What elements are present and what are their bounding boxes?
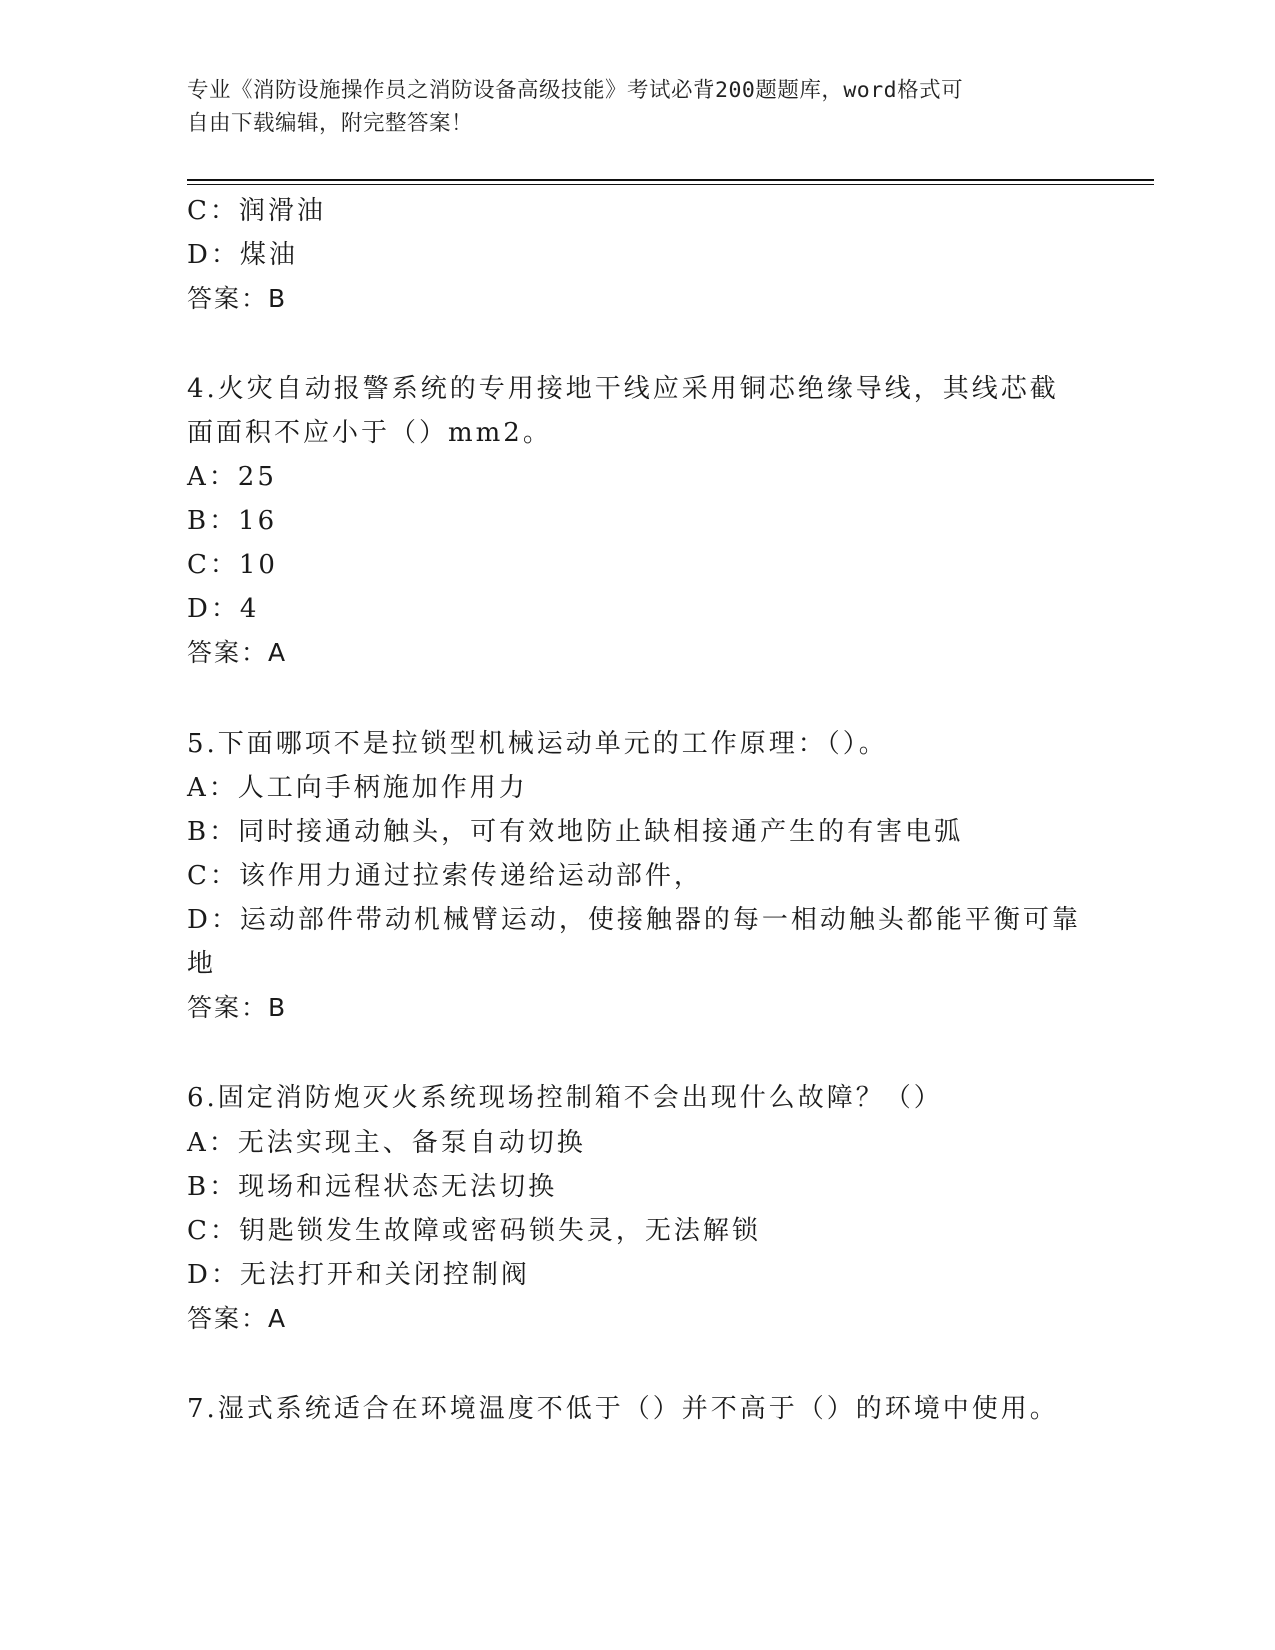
q7-question: 7.湿式系统适合在环境温度不低于（）并不高于（）的环境中使用。 <box>187 1394 1059 1424</box>
q6-option-c: C：钥匙锁发生故障或密码锁失灵，无法解锁 <box>187 1216 761 1246</box>
q4-question-line-1: 4.火灾自动报警系统的专用接地干线应采用铜芯绝缘导线，其线芯截 <box>187 374 1059 404</box>
page-header <box>187 74 1087 140</box>
q6-question: 6.固定消防炮灭火系统现场控制箱不会出现什么故障？（） <box>187 1083 943 1113</box>
header-rule-thick <box>187 179 1154 181</box>
q5-answer: 答案：B <box>187 993 288 1022</box>
q5-option-c: C：该作用力通过拉索传递给运动部件， <box>187 861 703 891</box>
q5-option-d-line-2: 地 <box>187 949 217 979</box>
q6-option-b: B：现场和远程状态无法切换 <box>187 1172 558 1202</box>
header-rule-thin <box>187 184 1154 185</box>
q4-answer: 答案：A <box>187 638 288 667</box>
q5-question: 5.下面哪项不是拉锁型机械运动单元的工作原理：（）。 <box>187 729 888 759</box>
q6-answer: 答案：A <box>187 1304 288 1333</box>
q5-option-d-line-1: D：运动部件带动机械臂运动，使接触器的每一相动触头都能平衡可靠 <box>187 905 1081 935</box>
q4-question-line-2: 面面积不应小于（）mm2。 <box>187 418 552 448</box>
q4-option-b: B：16 <box>187 506 278 536</box>
q6-option-d: D：无法打开和关闭控制阀 <box>187 1260 530 1290</box>
header-line-2: 自由下载编辑，附完整答案！ <box>187 111 474 136</box>
q4-option-c: C：10 <box>187 550 278 580</box>
q3-option-c: C：润滑油 <box>187 196 326 226</box>
q4-option-a: A：25 <box>187 462 277 492</box>
q5-option-b: B：同时接通动触头，可有效地防止缺相接通产生的有害电弧 <box>187 817 964 847</box>
q3-answer: 答案：B <box>187 284 288 313</box>
q4-option-d: D：4 <box>187 594 260 624</box>
q3-option-d: D：煤油 <box>187 240 298 270</box>
q5-option-a: A：人工向手柄施加作用力 <box>187 773 528 803</box>
q6-option-a: A：无法实现主、备泵自动切换 <box>187 1128 586 1158</box>
header-line-1: 专业《消防设施操作员之消防设备高级技能》考试必背200题题库，word格式可 <box>187 78 964 103</box>
